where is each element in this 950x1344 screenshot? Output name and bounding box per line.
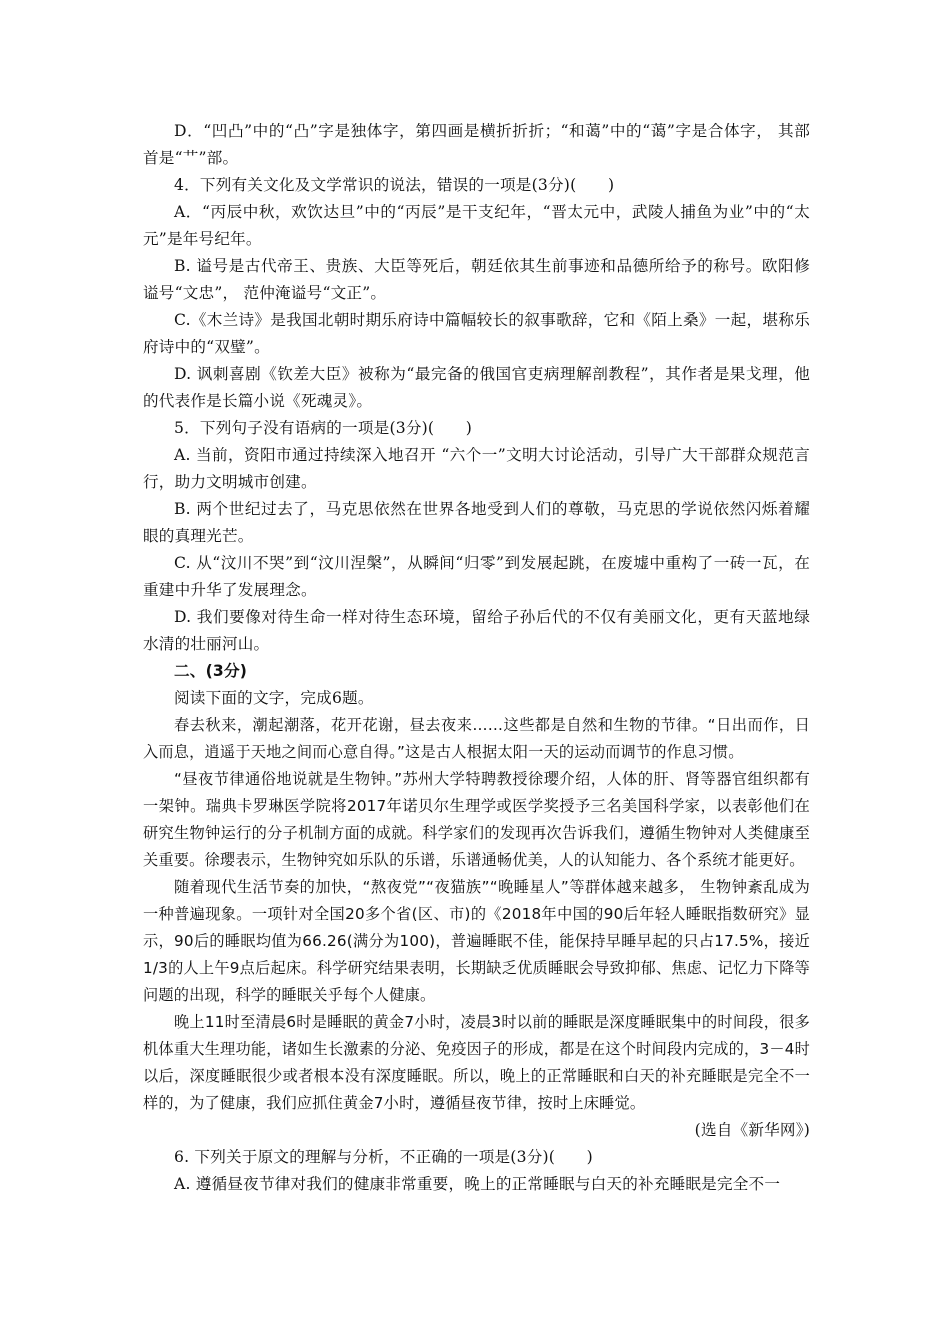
passage-source: (选自《新华网》)	[694, 1121, 810, 1139]
passage-paragraph: 春去秋来，潮起潮落，花开花谢，昼去夜来……这些都是自然和生物的节律。“日出而作，日入而息，逍遥于天地之间而心意自得。”这是古人根据太阳一天的运动而调节的作息习惯。	[143, 716, 810, 761]
page-content	[143, 118, 810, 1198]
q4-option-c: C.《木兰诗》是我国北朝时期乐府诗中篇幅较长的叙事歌辞，它和《陌上桑》一起，堪称乐府诗中的“双璧”。	[143, 311, 810, 356]
section-2-title: 二、(3分)	[174, 662, 248, 680]
q4-stem: 4．下列有关文化及文学常识的说法，错误的一项是(3分)( )	[174, 176, 615, 194]
q4-option-a: A．“丙辰中秋，欢饮达旦”中的“丙辰”是干支纪年，“晋太元中，武陵人捕鱼为业”中的“太元”是年号纪年。	[143, 203, 810, 248]
passage-paragraph: 晚上11时至清晨6时是睡眠的黄金7小时，凌晨3时以前的睡眠是深度睡眠集中的时间段，很多机体重大生理功能，诸如生长激素的分泌、免疫因子的形成，都是在这个时间段内完成的，3－4时以后，深度睡眠很少或者根本没有深度睡眠。所以，晚上的正常睡眠和白天的补充睡眠是完全不一样的，为了健康，我们应抓住黄金7小时，遵循昼夜节律，按时上床睡觉。	[143, 1013, 810, 1112]
q6-option-a: A. 遵循昼夜节律对我们的健康非常重要，晚上的正常睡眠与白天的补充睡眠是完全不一	[174, 1175, 781, 1193]
passage-paragraph: 随着现代生活节奏的加快，“熬夜党”“夜猫族”“晚睡星人”等群体越来越多， 生物钟紊乱成为一种普遍现象。一项针对全国20多个省(区、市)的《2018年中国的90后年轻人睡眠指数研究》显示，90后的睡眠均值为66.26(满分为100)，普遍睡眠不佳，能保持早睡早起的只占17.5%，接近1/3的人上午9点后起床。科学研究结果表明，长期缺乏优质睡眠会导致抑郁、焦虑、记忆力下降等问题的出现，科学的睡眠关乎每个人健康。	[143, 878, 810, 1004]
q5-stem: 5．下列句子没有语病的一项是(3分)( )	[174, 419, 473, 437]
reading-passage	[143, 712, 810, 1117]
q5-option-d: D. 我们要像对待生命一样对待生态环境，留给子孙后代的不仅有美丽文化，更有天蓝地绿水清的壮丽河山。	[143, 608, 810, 653]
passage-paragraph: “昼夜节律通俗地说就是生物钟。”苏州大学特聘教授徐璎介绍，人体的肝、肾等器官组织都有一架钟。瑞典卡罗琳医学院将2017年诺贝尔生理学或医学奖授予三名美国科学家，以表彰他们在研究生物钟运行的分子机制方面的成就。科学家们的发现再次告诉我们，遵循生物钟对人类健康至关重要。徐璎表示，生物钟究如乐队的乐谱，乐谱通畅优美，人的认知能力、各个系统才能更好。	[143, 770, 810, 869]
q4-option-d: D. 讽刺喜剧《钦差大臣》被称为“最完备的俄国官吏病理解剖教程”，其作者是果戈理，他的代表作是长篇小说《死魂灵》。	[143, 365, 810, 410]
q6-stem: 6. 下列关于原文的理解与分析，不正确的一项是(3分)( )	[174, 1148, 593, 1166]
section-2-intro: 阅读下面的文字，完成6题。	[174, 689, 374, 707]
q4-option-b: B. 谥号是古代帝王、贵族、大臣等死后，朝廷依其生前事迹和品德所给予的称号。欧阳修谥号“文忠”， 范仲淹谥号“文正”。	[143, 257, 810, 302]
q5-option-c: C. 从“汶川不哭”到“汶川涅槃”，从瞬间“归零”到发展起跳，在废墟中重构了一砖一瓦，在重建中升华了发展理念。	[143, 554, 810, 599]
q5-option-a: A. 当前，资阳市通过持续深入地召开 “六个一”文明大讨论活动，引导广大干部群众规范言行，助力文明城市创建。	[143, 446, 810, 491]
q5-option-b: B. 两个世纪过去了，马克思依然在世界各地受到人们的尊敬，马克思的学说依然闪烁着耀眼的真理光芒。	[143, 500, 810, 545]
q3-option-d: D．“凹凸”中的“凸”字是独体字，第四画是横折折折；“和蔼”中的“蔼”字是合体字， 其部首是“艹”部。	[143, 122, 810, 167]
